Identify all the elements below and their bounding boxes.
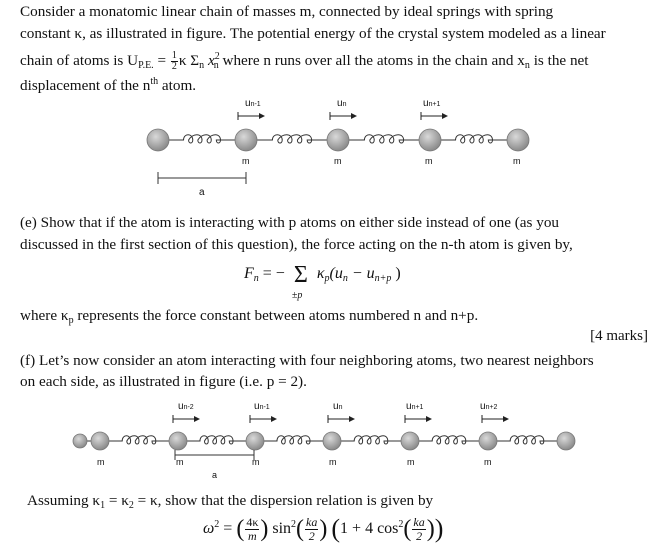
atom-1 — [169, 432, 187, 450]
u-symbol: u — [406, 401, 412, 412]
part-f-line-1: (f) Let’s now consider an atom interacting with four neighboring atoms, two nearest neighbors — [20, 352, 594, 369]
sin-func: sin — [268, 520, 292, 537]
kappa-sum: κ Σ — [178, 52, 200, 69]
u-subscript: n-2 — [183, 404, 194, 411]
fig1-displacement-arrows — [238, 112, 447, 120]
force-equation — [244, 262, 401, 301]
x-var: x — [204, 52, 215, 69]
ka-over-2-b — [412, 516, 425, 543]
kappa1-sub: 1 — [100, 500, 106, 511]
paren-open-2: ( — [296, 516, 305, 542]
omega-exponent: 2 — [214, 519, 220, 530]
fig2-mass-label-6: m — [484, 457, 492, 467]
u-symbol: u — [245, 98, 251, 109]
u-symbol: u — [254, 401, 260, 412]
fig2-mass-label-1: m — [97, 457, 105, 467]
sum-index: n — [199, 60, 205, 71]
big-paren-open: ( — [331, 514, 341, 543]
spring-5 — [497, 436, 557, 444]
intro-line-4-end: atom. — [158, 77, 197, 94]
kappa2-sub: 2 — [128, 500, 134, 511]
fig2-mass-label-5: m — [407, 457, 415, 467]
atom-left — [73, 434, 87, 448]
spring-2 — [264, 436, 323, 444]
intro-line-3-pre: chain of atoms is U — [20, 52, 139, 69]
force-subscript: n — [253, 273, 259, 284]
one-plus-cos: 1 + 4 cos — [340, 520, 399, 537]
u-np-term: − u — [347, 265, 375, 282]
fig2-label-u-n-minus-2 — [178, 401, 194, 412]
u-symbol: u — [480, 401, 486, 412]
fig2-spacing-label: a — [212, 470, 218, 480]
intro-line-3-end: is the net — [529, 52, 589, 69]
u-n-term: (u — [329, 265, 343, 282]
half-denominator: 2 — [171, 61, 177, 73]
fig1-spacing-label: a — [199, 187, 205, 198]
assume-mid: = κ — [105, 492, 129, 509]
cos-exponent: 2 — [398, 519, 404, 530]
u-n-subscript: n — [342, 273, 348, 284]
atom-0 — [147, 129, 169, 151]
paren-close-3: ) — [426, 516, 435, 542]
u-subscript: n+2 — [485, 404, 498, 411]
u-subscript: n-1 — [259, 404, 270, 411]
u-symbol: u — [333, 401, 339, 412]
part-e-line-1: (e) Show that if the atom is interacting with p atoms on either side instead of one (as you — [20, 214, 560, 231]
paren-close-2: ) — [319, 516, 328, 542]
intro-line-2: constant κ, as illustrated in figure. The potential energy of the crystal system modeled as a linear — [20, 25, 606, 42]
f3-den: 2 — [416, 528, 423, 543]
assume-pre: Assuming κ — [27, 492, 101, 509]
x-net-index: n — [524, 60, 530, 71]
spring-3 — [441, 135, 507, 143]
fig2-label-u-n-minus-1 — [254, 401, 270, 412]
equals-minus: = − — [258, 265, 285, 282]
fig2-mass-label-4: m — [329, 457, 337, 467]
u-np-subscript: n+p — [374, 273, 392, 284]
part-e-where — [20, 306, 478, 331]
intro-line-3-tail: where n runs over all the atoms in the chain and x — [218, 52, 525, 69]
fig2-displacement-arrows — [173, 415, 508, 423]
spring-1 — [257, 135, 327, 143]
f1-num: 4κ — [246, 514, 259, 529]
atom-5 — [479, 432, 497, 450]
dispersion-equation — [203, 514, 443, 544]
paren-open-3: ( — [403, 516, 412, 542]
force-symbol: F — [244, 265, 254, 282]
u-symbol: u — [178, 401, 184, 412]
atom-4 — [401, 432, 419, 450]
close-paren: ) — [391, 265, 401, 282]
atom-1 — [235, 129, 257, 151]
spring-1 — [187, 436, 246, 444]
marks-label: [4 marks] — [590, 328, 648, 344]
fig2-mass-label-3: m — [252, 457, 260, 467]
atom-3 — [419, 129, 441, 151]
sum-subscript: ±p — [291, 290, 303, 301]
where-sub: p — [68, 315, 74, 326]
atom-4 — [507, 129, 529, 151]
part-f-line-2: on each side, as illustrated in figure (i.e. p = 2). — [20, 373, 307, 390]
atom-6 — [557, 432, 575, 450]
sum-operator — [289, 262, 313, 301]
fig1-label-u-n-plus-1 — [423, 98, 440, 109]
fig1-label-u-n — [337, 98, 346, 109]
spring-0 — [109, 436, 169, 444]
u-symbol: u — [337, 98, 343, 109]
x-index: n — [213, 60, 219, 71]
fig1-label-u-n-minus-1 — [245, 98, 261, 109]
where-pre: where κ — [20, 307, 69, 324]
intro-line-1: Consider a monatomic linear chain of masses m, connected by ideal springs with spring — [20, 3, 554, 20]
omega: ω — [203, 520, 215, 537]
f3-num: ka — [413, 514, 425, 529]
equals: = — [153, 52, 170, 69]
intro-line-4-text: displacement of the n — [20, 77, 151, 94]
paren-close-1: ) — [260, 516, 269, 542]
big-paren-close: ) — [434, 514, 444, 543]
spring-0 — [169, 135, 235, 143]
f2-den: 2 — [308, 528, 315, 543]
fig1-mass-label-3: m — [425, 156, 433, 166]
nth-superscript: th — [150, 76, 159, 87]
kappa-p: κ — [316, 265, 325, 282]
sigma-glyph: Σ — [293, 262, 308, 288]
fig2-label-u-n — [333, 401, 342, 412]
atom-3 — [323, 432, 341, 450]
four-kappa-over-m — [245, 516, 259, 543]
u-symbol: u — [423, 98, 429, 109]
fig1-atoms — [147, 129, 529, 151]
spring-4 — [419, 436, 479, 444]
atom-2 — [327, 129, 349, 151]
paren-open-1: ( — [236, 516, 245, 542]
u-subscript: n-1 — [250, 101, 261, 108]
u-subscript: n — [342, 101, 347, 108]
f1-den: m — [248, 528, 257, 543]
fig2-label-u-n-plus-2 — [480, 401, 497, 412]
kappa-p-subscript: p — [324, 273, 330, 284]
fig1-mass-label-2: m — [334, 156, 342, 166]
fig2-label-u-n-plus-1 — [406, 401, 423, 412]
sin-exponent: 2 — [291, 519, 297, 530]
dispersion-equals: = — [219, 520, 237, 537]
x-exponent: 2 — [214, 51, 220, 62]
u-subscript: n — [338, 404, 343, 411]
fig1-mass-label-4: m — [513, 156, 521, 166]
assume-post: = κ, show that the dispersion relation is given by — [133, 492, 434, 509]
u-subscript: n+1 — [411, 404, 424, 411]
u-subscript: n+1 — [428, 101, 441, 108]
f2-num: ka — [306, 514, 318, 529]
fig2-mass-label-2: m — [176, 457, 184, 467]
spring-2 — [349, 135, 419, 143]
atom-0 — [91, 432, 109, 450]
part-e-line-2: discussed in the first section of this question), the force acting on the n-th atom is given by, — [20, 236, 573, 253]
half-numerator: 1 — [171, 50, 177, 62]
atom-2 — [246, 432, 264, 450]
potential-energy-subscript: P.E. — [138, 60, 154, 71]
fig1-mass-label-1: m — [242, 156, 250, 166]
ka-over-2-a — [305, 516, 318, 543]
where-post: represents the force constant between atoms numbered n and n+p. — [73, 307, 479, 324]
spring-3 — [341, 436, 401, 444]
assume-line — [27, 491, 433, 516]
